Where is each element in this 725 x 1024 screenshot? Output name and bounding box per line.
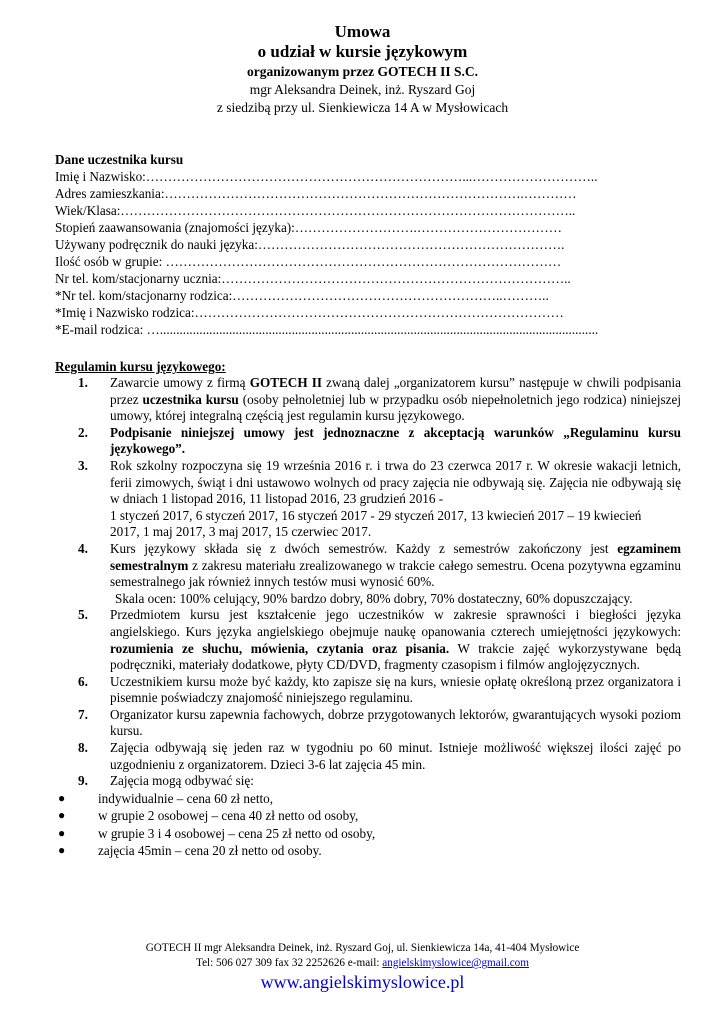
item-number: 3.: [78, 457, 88, 473]
regulation-item: [55, 375, 681, 425]
regulation-item: [55, 707, 681, 740]
item-text: Organizator kursu zapewnia fachowych, dobrze przygotowanych lektorów, gwarantujących wysoki poziom kursu.: [110, 706, 681, 739]
price-list-item: [55, 790, 681, 808]
item-text: Uczestnikiem kursu może być każdy, kto zapisze się na kurs, wniesie opłatę określoną przez organizatora i pisemnie poświadczy znajomość niniejszego regulaminu.: [110, 673, 681, 706]
document-title: Umowa: [334, 22, 391, 41]
price-list-item: [55, 825, 681, 843]
regulation-item: [55, 674, 681, 707]
field-parent-phone[interactable]: *Nr tel. kom/stacjonarny rodzica:……………………………………………………..………..: [55, 288, 549, 303]
price-option: zajęcia 45min – cena 20 zł netto od osoby.: [98, 843, 322, 859]
item-text-continued: 1 styczeń 2017, 6 styczeń 2017, 16 styczeń 2017 - 29 styczeń 2017, 13 kwiecień 2017 – 19 kwiecień: [110, 507, 642, 523]
bullet-icon: ●: [58, 790, 66, 805]
item-number: 4.: [78, 540, 88, 556]
bullet-icon: ●: [58, 843, 66, 858]
participant-form: [55, 151, 667, 338]
item-text-continued: 2017, 1 maj 2017, 3 maj 2017, 15 czerwiec 2017.: [110, 524, 372, 540]
address-line: z siedzibą przy ul. Sienkiewicza 14 A w Mysłowicach: [216, 100, 509, 115]
email-link[interactable]: angielskimyslowice@gmail.com: [382, 957, 529, 969]
item-text: Przedmiotem kursu jest kształcenie jego uczestników w zakresie sprawności i biegłości języka angielskiego. Kurs języka angielskiego obejmuje naukę opanowania czterech umiejętności językowych: rozumienia ze słuchu, mówienia, czytania oraz pisania. W trakcie zajęć wykorzystywane będą podręczniki, materiały dodatkowe, płyty CD/DVD, fragmenty czasopism i filmów anglojęzycznych.: [110, 607, 682, 673]
field-name[interactable]: Imię i Nazwisko:………………………………………………………………...………………………..: [55, 169, 598, 184]
document-subtitle: o udział w kursie językowym: [257, 42, 468, 61]
bullet-icon: ●: [58, 808, 66, 823]
regulations-title: Regulamin kursu językowego:: [55, 359, 226, 374]
regulations-section: [55, 358, 681, 860]
price-option: indywidualnie – cena 60 zł netto,: [98, 790, 274, 806]
item-text: Zajęcia mogą odbywać się:: [110, 773, 254, 789]
item-number: 8.: [78, 740, 88, 756]
organizer-line: organizowanym przez GOTECH II S.C.: [247, 64, 478, 79]
field-parent-email[interactable]: *E-mail rodzica: ….....................................................................................................................................: [55, 322, 599, 337]
price-option: w grupie 3 i 4 osobowej – cena 25 zł netto od osoby,: [98, 825, 376, 841]
form-heading: Dane uczestnika kursu: [55, 152, 184, 167]
owners-line: mgr Aleksandra Deinek, inż. Ryszard Goj: [249, 82, 476, 97]
price-option: w grupie 2 osobowej – cena 40 zł netto od osoby,: [98, 808, 359, 824]
footer-company: GOTECH II mgr Aleksandra Deinek, inż. Ryszard Goj, ul. Sienkiewicza 14a, 41-404 Mysłowice: [145, 942, 580, 954]
item-text: Kurs językowy składa się z dwóch semestrów. Każdy z semestrów zakończony jest egzaminem semestralnym z zakresu materiału zrealizowanego w trakcie całego semestru. Ocena pozytywna egzaminu semestralnego jak również innych testów musi wynosić 60%.: [110, 540, 681, 590]
field-level[interactable]: Stopień zaawansowania (znajomości języka):……………………….……………………………: [55, 220, 562, 235]
field-textbook[interactable]: Używany podręcznik do nauki języka:…………………………………………………………….: [55, 237, 565, 252]
field-parent-name[interactable]: *Imię i Nazwisko rodzica:…………………………………………………………………………: [55, 305, 564, 320]
item-number: 6.: [78, 673, 88, 689]
footer-contact: [0, 957, 725, 969]
regulation-item: [55, 458, 681, 541]
regulation-item: [55, 740, 681, 773]
grading-scale: Skala ocen: 100% celujący, 90% bardzo dobry, 80% dobry, 70% dostateczny, 60% dopuszczający.: [115, 590, 633, 606]
footer-phone: Tel: 506 027 309 fax 32 2252626 e-mail:: [196, 957, 383, 969]
item-number: 1.: [78, 375, 88, 390]
regulation-item: [55, 607, 681, 673]
regulation-item: [55, 425, 681, 458]
price-list-item: [55, 807, 681, 825]
item-text: Rok szkolny rozpoczyna się 19 września 2016 r. i trwa do 23 czerwca 2017 r. W okresie wakacji letnich, ferii zimowych, świąt i dni ustawowo wolnych od pracy zajęcia nie odbywają się. Zajęcia nie odbywają się w dniach 1 listopad 2016, 11 listopad 2016, 23 grudzień 2016 -: [110, 457, 681, 507]
item-number: 2.: [78, 424, 88, 440]
item-text: Zawarcie umowy z firmą GOTECH II zwaną dalej „organizatorem kursu” następuje w chwili podpisania przez uczestnika kursu (osoby pełnoletniej lub w przypadku osób niepełnoletnich jego rodzica) niniejszej umowy, której integralną częścią jest regulamin kursu językowego.: [110, 375, 681, 424]
field-address[interactable]: Adres zamieszkania:……………………………………………………………………….…………: [55, 186, 577, 201]
bullet-icon: ●: [58, 825, 66, 840]
item-number: 7.: [78, 706, 88, 722]
field-group-size[interactable]: Ilość osób w grupie: ………………………………………………………………………………: [55, 254, 562, 269]
field-age-class[interactable]: Wiek/Klasa:…………………………………………………………………………………………..: [55, 203, 576, 218]
regulation-item: [55, 773, 681, 790]
field-student-phone[interactable]: Nr tel. kom/stacjonarny ucznia:……………………………………………………………………..: [55, 271, 571, 286]
regulation-item: [55, 541, 681, 607]
website-link[interactable]: www.angielskimyslowice.pl: [260, 972, 465, 992]
item-number: 9.: [78, 773, 88, 789]
price-list-item: [55, 842, 681, 860]
item-text: Podpisanie niniejszej umowy jest jednoznaczne z akceptacją warunków „Regulaminu kursu językowego”.: [110, 424, 681, 457]
item-text: Zajęcia odbywają się jeden raz w tygodniu po 60 minut. Istnieje możliwość większej ilości zajęć po uzgodnieniu z organizatorem. Dzieci 3-6 lat zajęcia 45 min.: [110, 740, 681, 772]
item-number: 5.: [78, 607, 88, 623]
